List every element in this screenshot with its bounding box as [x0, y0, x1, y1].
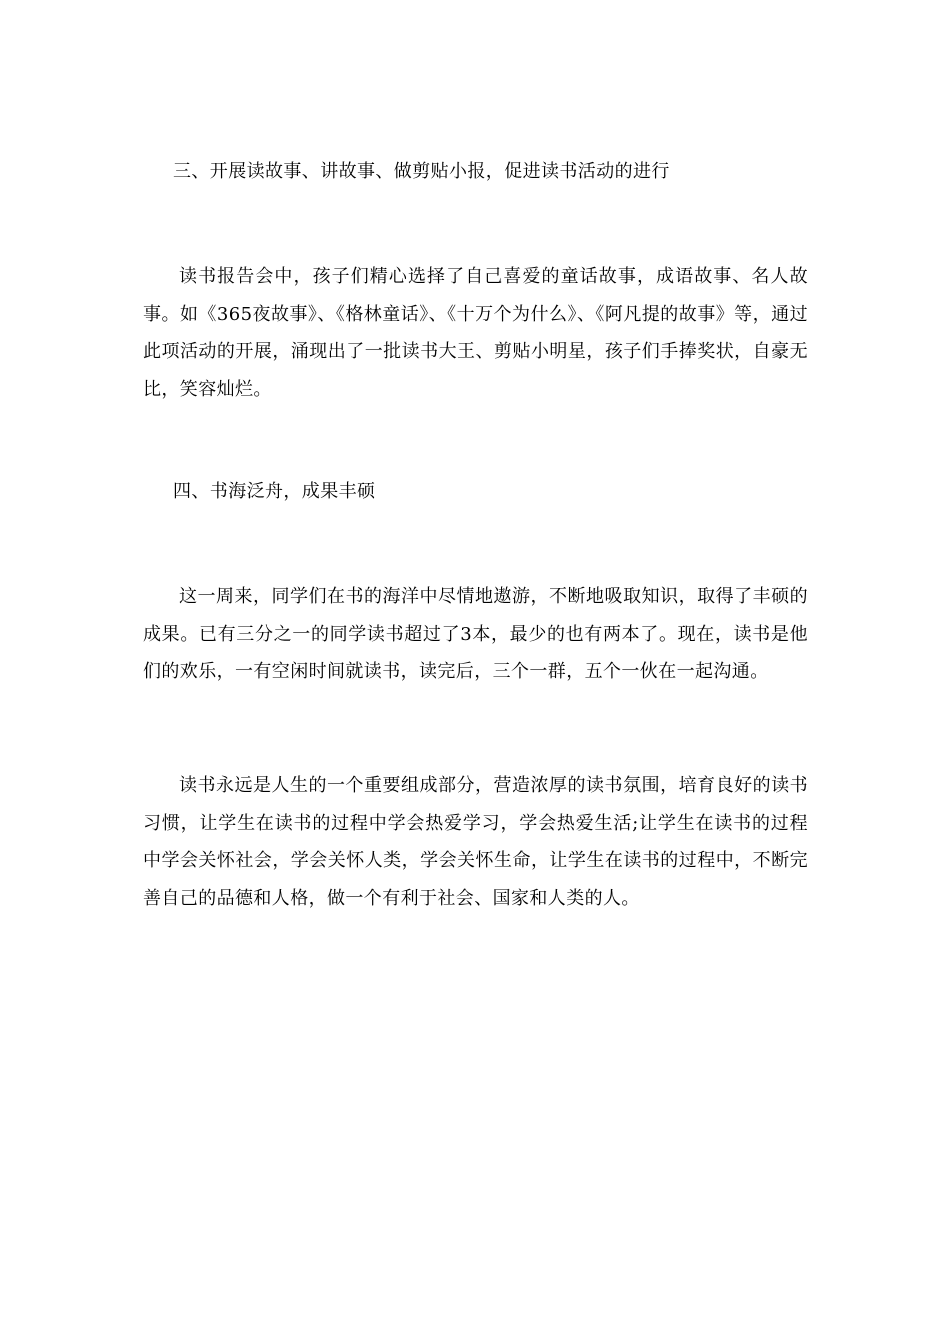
paragraph-text: 这一周来，同学们在书的海洋中尽情地遨游，不断地吸取知识，取得了丰硕的成果。已有三分之一的同学读书超过了3本，最少的也有两本了。现在，读书是他们的欢乐，一有空闲时间就读书，读完后，三个一群，五个一伙在一起沟通。 [143, 586, 808, 682]
section-heading-3-text: 三、开展读故事、讲故事、做剪贴小报，促进读书活动的进行 [173, 161, 670, 182]
body-paragraph-reading-report [143, 258, 808, 408]
section-heading-4-text: 四、书海泛舟，成果丰硕 [173, 481, 376, 502]
paragraph-text: 读书报告会中，孩子们精心选择了自己喜爱的童话故事，成语故事、名人故事。如《365夜故事》、《格林童话》、《十万个为什么》、《阿凡提的故事》等，通过此项活动的开展，涌现出了一批读书大王、剪贴小明星，孩子们手捧奖状，自豪无比，笑容灿烂。 [143, 266, 808, 400]
body-paragraph-conclusion [143, 767, 808, 917]
paragraph-text: 读书永远是人生的一个重要组成部分，营造浓厚的读书氛围，培育良好的读书习惯，让学生在读书的过程中学会热爱学习，学会热爱生活;让学生在读书的过程中学会关怀社会，学会关怀人类，学会关怀生命，让学生在读书的过程中，不断完善自己的品德和人格，做一个有利于社会、国家和人类的人。 [143, 775, 808, 909]
section-heading-3 [143, 153, 808, 191]
body-paragraph-results [143, 578, 808, 691]
section-heading-4 [143, 473, 808, 511]
